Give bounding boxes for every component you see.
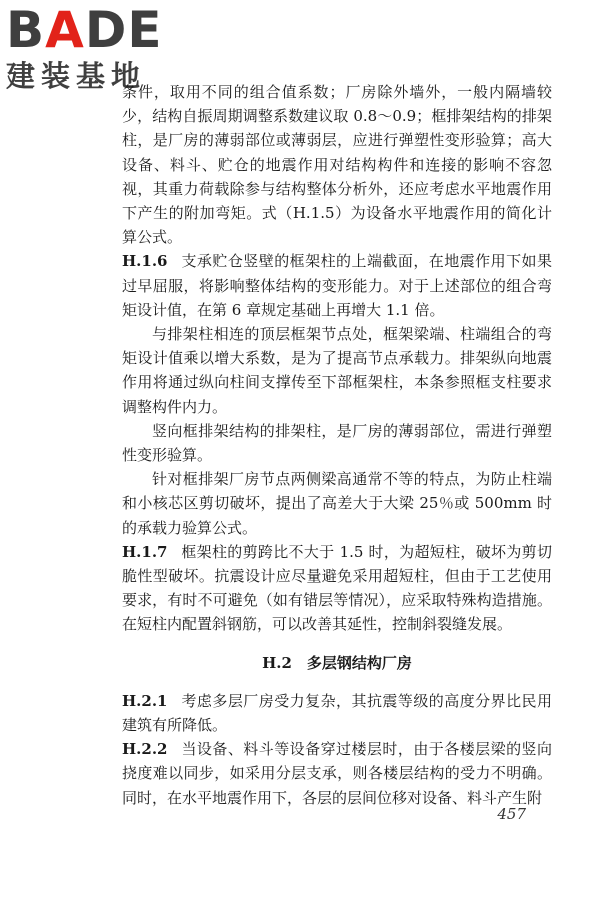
clause-text: 框架柱的剪跨比不大于 1.5 时，为超短柱，破坏为剪切脆性型破坏。抗震设计应尽量避免采用超短柱，但由于工艺使用要求，有时不可避免（如有错层等情况），应采取特殊构造措施。在短柱内配置斜钢筋，可以改善其延性，控制斜裂缝发展。	[122, 542, 552, 634]
logo-letters-de: DE	[84, 1, 163, 59]
page-number: 457	[497, 805, 526, 823]
logo-wordmark	[6, 1, 206, 59]
section-heading	[122, 651, 552, 675]
section-title: 多层钢结构厂房	[306, 653, 412, 672]
paragraph: 竖向框排架结构的排架柱，是厂房的薄弱部位，需进行弹塑性变形验算。	[122, 421, 552, 465]
section-number: H.2	[262, 653, 292, 672]
clause-number: H.1.7	[122, 542, 168, 561]
clause-text: 考虑多层厂房受力复杂，其抗震等级的高度分界比民用建筑有所降低。	[122, 691, 552, 735]
paragraph: 与排架柱相连的顶层框架节点处，框架梁端、柱端组合的弯矩设计值乘以增大系数，是为了提高节点承载力。排架纵向地震作用将通过纵向柱间支撑传至下部框架柱，本条参照框支柱要求调整构件内力。	[122, 325, 552, 416]
logo-tagline: 建装基地	[6, 59, 147, 93]
clause-text: 支承贮仓竖壁的框架柱的上端截面，在地震作用下如果过早屈服，将影响整体结构的变形能力。对于上述部位的组合弯矩设计值，在第 6 章规定基础上再增大 1.1 倍。	[122, 252, 552, 319]
logo-letter-a: A	[45, 1, 85, 59]
paragraph-continuation: 条件，取用不同的组合值系数；厂房除外墙外，一般内隔墙较少，结构自振周期调整系数建议取 0.8～0.9；框排架结构的排架柱，是厂房的薄弱部位或薄弱层，应进行弹塑性变形验算；高大设备、料斗、贮仓的地震作用对结构构件和连接的影响不容忽视，其重力荷载除参与结构整体分析外，还应考虑水平地震作用下产生的附加弯矩。式（H.1.5）为设备水平地震作用的简化计算公式。	[122, 83, 552, 247]
clause-h-1-6	[122, 249, 552, 322]
document-body	[122, 80, 552, 810]
clause-text: 当设备、料斗等设备穿过楼层时，由于各楼层梁的竖向挠度难以同步，如采用分层支承，则各楼层结构的受力不明确。同时，在水平地震作用下，各层的层间位移对设备、料斗产生附	[122, 740, 552, 807]
clause-h-2-2	[122, 737, 552, 810]
clause-number: H.2.2	[122, 740, 168, 759]
clause-number: H.1.6	[122, 252, 168, 271]
clause-number: H.2.1	[122, 691, 168, 710]
logo-letter-b: B	[6, 1, 46, 59]
clause-h-2-1	[122, 689, 552, 737]
clause-h-1-7	[122, 540, 552, 637]
paragraph: 针对框排架厂房节点两侧梁高通常不等的特点，为防止柱端和小核芯区剪切破坏，提出了高差大于大梁 25％或 500mm 时的承载力验算公式。	[122, 470, 552, 537]
